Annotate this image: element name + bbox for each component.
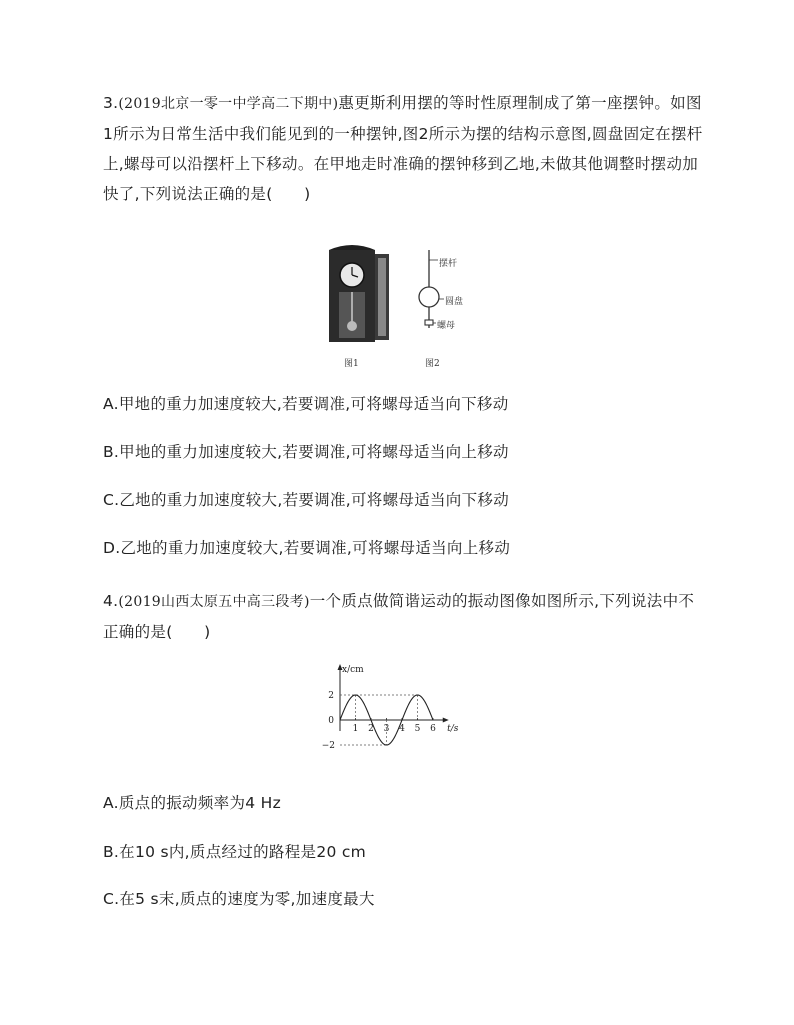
- y-tick-label-neg2: −2: [321, 741, 335, 751]
- question-4-source: (2019山西太原五中高三段考): [118, 594, 310, 610]
- q3-option-d: D.乙地的重力加速度较大,若要调准,可将螺母适当向上移动: [103, 539, 511, 557]
- x-tick-label-6: 6: [430, 724, 436, 734]
- x-tick-label-3: 3: [383, 724, 390, 734]
- question-4-text: [103, 586, 703, 647]
- question-4-number: 4.: [103, 592, 119, 610]
- q3-option-b: B.甲地的重力加速度较大,若要调准,可将螺母适当向上移动: [103, 443, 509, 461]
- question-3-text: [103, 88, 703, 209]
- q4-option-c: C.在5 s末,质点的速度为零,加速度最大: [103, 890, 375, 908]
- x-axis-label: t/s: [447, 724, 459, 734]
- y-axis-label: x/cm: [342, 665, 364, 675]
- y-tick-label-0: 0: [328, 716, 334, 726]
- figure-1-caption: 图1: [344, 359, 359, 369]
- question-3-stem: 惠更斯利用摆的等时性原理制成了第一座摆钟。如图1所示为日常生活中我们能见到的一种摆钟,图2所示为摆的结构示意图,圆盘固定在摆杆上,螺母可以沿摆杆上下移动。在甲地走时准确的摆钟移到乙地,未做其他调整时摆动加快了,下列说法正确的是( ): [103, 94, 703, 203]
- x-axis-arrow: [443, 718, 449, 723]
- q3-option-c: C.乙地的重力加速度较大,若要调准,可将螺母适当向下移动: [103, 491, 510, 509]
- pendulum-clock-figure: [325, 244, 395, 344]
- x-tick-label-1: 1: [352, 724, 359, 734]
- figure-2-caption: 图2: [425, 359, 440, 369]
- q4-option-b: B.在10 s内,质点经过的路程是20 cm: [103, 843, 367, 861]
- q4-option-a: A.质点的振动频率为4 Hz: [103, 794, 282, 812]
- question-3-number: 3.: [103, 94, 119, 112]
- x-tick-label-4: 4: [399, 724, 405, 734]
- q3-option-a: A.甲地的重力加速度较大,若要调准,可将螺母适当向下移动: [103, 395, 509, 413]
- y-tick-label-2: 2: [328, 691, 334, 701]
- x-tick-label-2: 2: [368, 724, 374, 734]
- x-tick-label-5: 5: [414, 724, 421, 734]
- vibration-graph: [310, 660, 480, 766]
- label-disc: 圆盘: [445, 297, 464, 307]
- label-nut: 螺母: [437, 321, 456, 331]
- question-4-stem: 一个质点做简谐运动的振动图像如图所示,下列说法中不正确的是( ): [103, 592, 695, 641]
- label-rod: 摆杆: [439, 259, 458, 269]
- question-3-source: (2019北京一零一中学高二下期中): [118, 96, 339, 112]
